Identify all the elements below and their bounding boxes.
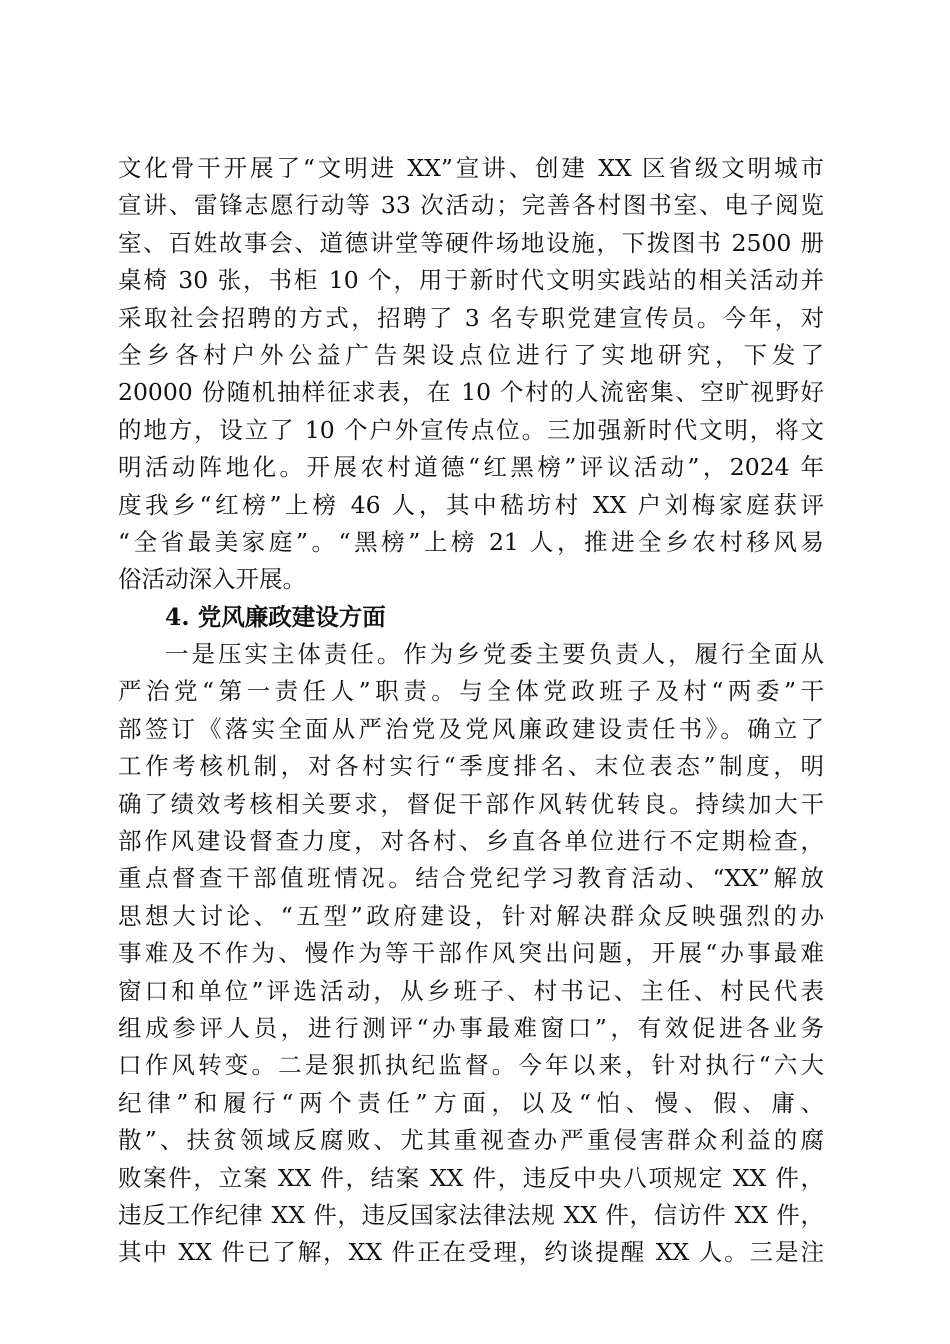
text-line: 违反工作纪律 XX 件，违反国家法律法规 XX 件，信访件 XX 件，: [118, 1200, 824, 1229]
section-heading: 4. 党风廉政建设方面: [165, 602, 386, 631]
text-line: 室、百姓故事会、道德讲堂等硬件场地设施，下拨图书 2500 册: [118, 228, 824, 257]
text-line: 重点督查干部值班情况。结合党纪学习教育活动、“XX”解放: [118, 864, 824, 893]
text-line: 纪律”和履行“两个责任”方面，以及“怕、慢、假、庸、: [118, 1088, 824, 1117]
text-line: 宣讲、雷锋志愿行动等 33 次活动；完善各村图书室、电子阅览: [118, 191, 824, 220]
text-line: 其中 XX 件已了解，XX 件正在受理，约谈提醒 XX 人。三是注: [118, 1238, 824, 1267]
text-line: 度我乡“红榜”上榜 46 人，其中嵇坊村 XX 户刘梅家庭获评: [118, 490, 824, 519]
text-line: 确了绩效考核相关要求，督促干部作风转优转良。持续加大干: [118, 789, 824, 818]
text-line: 口作风转变。二是狠抓执纪监督。今年以来，针对执行“六大: [118, 1051, 824, 1080]
text-line: 文化骨干开展了“文明进 XX”宣讲、创建 XX 区省级文明城市: [118, 154, 824, 182]
text-line: 俗活动深入开展。: [118, 565, 306, 594]
text-line: 明活动阵地化。开展农村道德“红黑榜”评议活动”，2024 年: [118, 453, 824, 482]
text-line: “全省最美家庭”。“黑榜”上榜 21 人，推进全乡农村移风易: [118, 527, 824, 556]
text-line: 的地方，设立了 10 个户外宣传点位。三加强新时代文明，将文: [118, 415, 824, 444]
text-line: 组成参评人员，进行测评“办事最难窗口”，有效促进各业务: [118, 1013, 824, 1042]
text-line: 全乡各村户外公益广告架设点位进行了实地研究，下发了: [118, 340, 824, 369]
text-line: 部签订《落实全面从严治党及党风廉政建设责任书》。确立了: [118, 714, 824, 743]
paragraph-party-conduct: [118, 636, 824, 1272]
text-line: 败案件，立案 XX 件，结案 XX 件，违反中央八项规定 XX 件，: [118, 1163, 824, 1192]
text-line: 思想大讨论、“五型”政府建设，针对解决群众反映强烈的办: [118, 901, 824, 930]
text-line: 一是压实主体责任。作为乡党委主要负责人，履行全面从: [165, 640, 824, 669]
text-line: 散”、扶贫领域反腐败、尤其重视查办严重侵害群众利益的腐: [118, 1126, 824, 1155]
text-line: 窗口和单位”评选活动，从乡班子、村书记、主任、村民代表: [118, 976, 824, 1005]
document-body: [118, 150, 824, 1272]
text-line: 20000 份随机抽样征求表，在 10 个村的人流密集、空旷视野好: [118, 378, 824, 407]
text-line: 采取社会招聘的方式，招聘了 3 名专职党建宣传员。今年，对: [118, 303, 824, 332]
text-line: 部作风建设督查力度，对各村、乡直各单位进行不定期检查，: [118, 827, 824, 856]
paragraph-culture-activities: [118, 150, 824, 599]
text-line: 工作考核机制，对各村实行“季度排名、末位表态”制度，明: [118, 752, 824, 781]
text-line: 桌椅 30 张，书柜 10 个，用于新时代文明实践站的相关活动并: [118, 266, 824, 295]
text-line: 事难及不作为、慢作为等干部作风突出问题，开展“办事最难: [118, 939, 824, 968]
text-line: 严治党“第一责任人”职责。与全体党政班子及村“两委”干: [118, 677, 824, 706]
